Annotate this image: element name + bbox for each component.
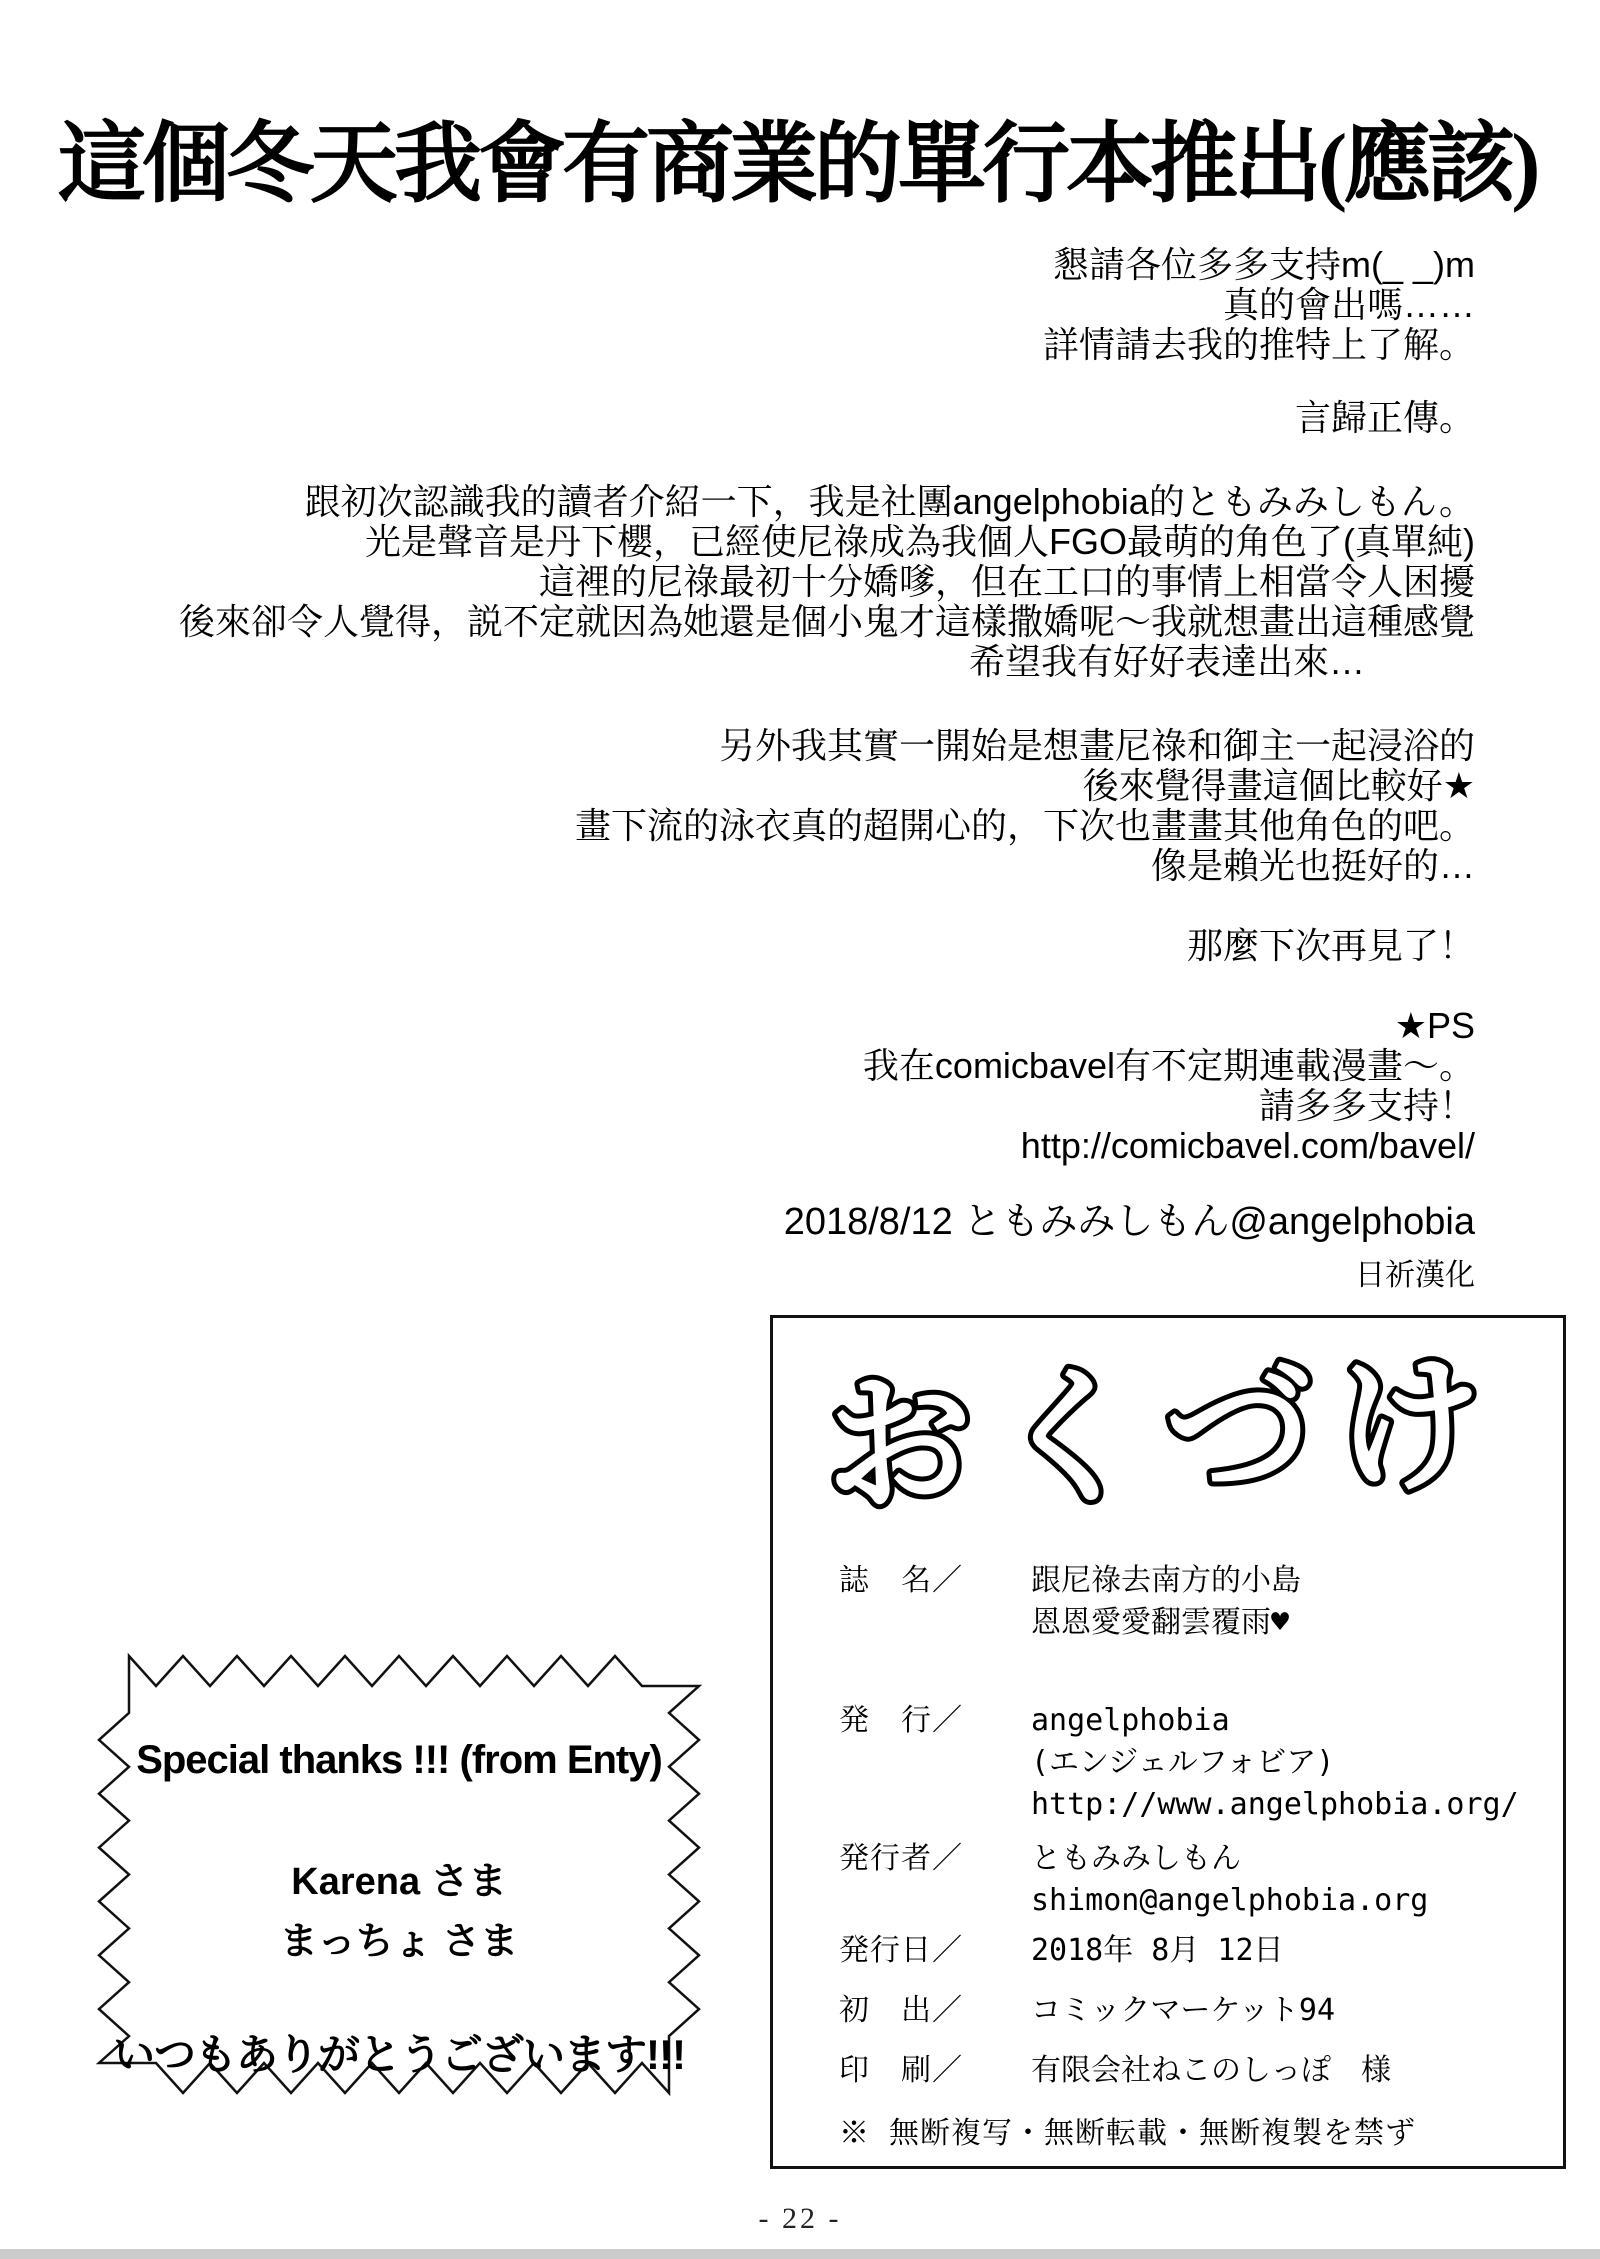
page-title: 這個冬天我會有商業的單行本推出(應該) <box>58 117 1537 214</box>
colophon-value: ともみみしもん <box>1031 1841 1241 1876</box>
colophon-label: 誌 名／ <box>839 1563 963 1598</box>
intro-note <box>1043 245 1475 365</box>
colophon-label: 印 刷／ <box>839 2053 963 2088</box>
page-number: - 22 - <box>758 2202 842 2235</box>
colophon-box <box>770 1315 1566 2169</box>
thanks-name: Karena さま <box>291 1861 507 1903</box>
colophon-value: (エンジェルフォビア) <box>1031 1745 1335 1780</box>
text-line: 這裡的尼祿最初十分嬌嗲，但在工口的事情上相當令人困擾 <box>538 561 1475 602</box>
colophon-label: 発行日／ <box>839 1933 963 1968</box>
text-line: 請多多支持！ <box>1258 1085 1475 1126</box>
author-introduction-paragraph <box>179 482 1475 682</box>
colophon-row-publisher <box>839 1700 1543 1826</box>
farewell-line: 那麼下次再見了！ <box>1186 925 1475 966</box>
text-line: 真的會出嗎…… <box>1222 284 1475 325</box>
colophon-row-date <box>839 1930 1543 1972</box>
colophon-label: 発 行／ <box>839 1703 963 1738</box>
text-line: 希望我有好好表達出來… <box>968 641 1365 682</box>
thanks-name: まっちょ さま <box>279 1921 519 1963</box>
text-line: 後來覺得畫這個比較好★ <box>1082 765 1475 806</box>
colophon-row-printer <box>839 2050 1543 2092</box>
colophon-value: 2018年 8月 12日 <box>1031 1933 1284 1968</box>
thanks-message: いつもありがとうございます!!! <box>113 2031 685 2078</box>
colophon-email: shimon@angelphobia.org <box>1031 1883 1429 1918</box>
text-line: ★PS <box>1394 1005 1475 1046</box>
colophon-value: 跟尼祿去南方的小島 <box>1031 1563 1301 1598</box>
swimsuit-paragraph <box>575 726 1475 886</box>
thanks-title: Special thanks !!! (from Enty) <box>136 1738 662 1782</box>
text-line: 像是賴光也挺好的… <box>1150 845 1475 886</box>
okuzuke-handwritten-title <box>815 1334 1515 1542</box>
date-signature: 2018/8/12 ともみみしもん@angelphobia <box>783 1201 1475 1243</box>
copyright-notice: ※ 無断複写・無断転載・無断複製を禁ず <box>839 2116 1417 2151</box>
okuzuke-title-text: おくづけ <box>822 1337 1508 1533</box>
ps-url: http://comicbavel.com/bavel/ <box>1020 1125 1475 1166</box>
translation-credit: 日祈漢化 <box>1355 1259 1475 1292</box>
colophon-row-title <box>839 1560 1543 1644</box>
text-line: 懇請各位多多支持m(_ _)m <box>1053 244 1475 285</box>
ps-note <box>863 1006 1475 1166</box>
colophon-row-author <box>839 1838 1543 1922</box>
colophon-label: 発行者／ <box>839 1841 963 1876</box>
text-line: 另外我其實一開始是想畫尼祿和御主一起浸浴的 <box>718 725 1475 766</box>
colophon-value: コミックマーケット94 <box>1031 1993 1336 2028</box>
text-line: 畫下流的泳衣真的超開心的，下次也畫畫其他角色的吧。 <box>574 805 1475 846</box>
text-line: 詳情請去我的推特上了解。 <box>1042 324 1475 365</box>
colophon-row-debut <box>839 1990 1543 2032</box>
special-thanks-box <box>95 1652 703 2097</box>
text-line: 後來卻令人覺得，説不定就因為她還是個小鬼才這樣撒嬌呢～我就想畫出這種感覺 <box>178 601 1475 642</box>
transition-line: 言歸正傳。 <box>1294 397 1475 438</box>
colophon-value: angelphobia <box>1031 1703 1230 1738</box>
scan-edge-strip <box>0 2249 1600 2259</box>
colophon-value: 恩恩愛愛翻雲覆雨♥ <box>1031 1605 1290 1640</box>
text-line: 我在comicbavel有不定期連載漫畫～。 <box>862 1045 1475 1086</box>
colophon-label: 初 出／ <box>839 1993 963 2028</box>
colophon-value: 有限会社ねこのしっぽ 様 <box>1031 2053 1391 2088</box>
text-line: 光是聲音是丹下櫻，已經使尼祿成為我個人FGO最萌的角色了(真單純) <box>365 521 1475 562</box>
colophon-url: http://www.angelphobia.org/ <box>1031 1787 1519 1822</box>
text-line: 跟初次認識我的讀者介紹一下，我是社團angelphobia的ともみみしもん。 <box>304 481 1475 522</box>
